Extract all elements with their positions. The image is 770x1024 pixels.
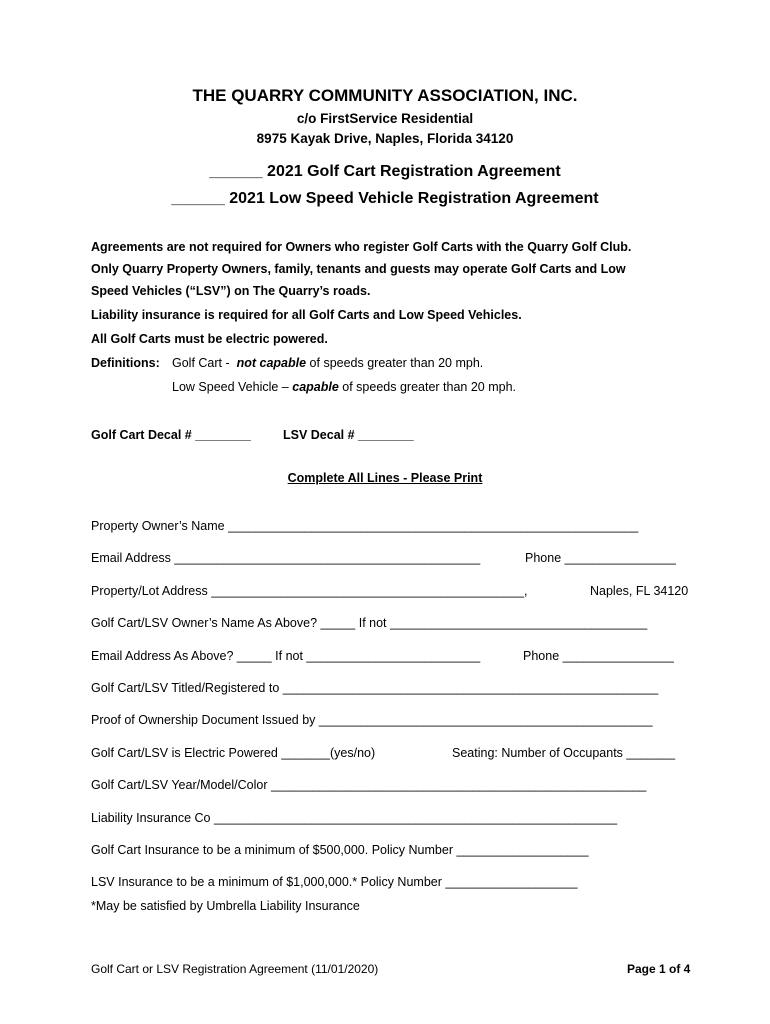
definition-golf-cart: Golf Cart - not capable of speeds greater than 20 mph. [172,356,484,370]
intro-line-1: Agreements are not required for Owners who register Golf Carts with the Quarry Golf Club. [91,240,632,254]
intro-line-3: Speed Vehicles (“LSV”) on The Quarry’s roads. [91,284,371,298]
golf-cart-decal-field[interactable]: Golf Cart Decal # ________ [91,428,251,442]
intro-line-5: All Golf Carts must be electric powered. [91,332,328,346]
lsv-decal-field[interactable]: LSV Decal # ________ [283,428,414,442]
phone-field[interactable]: Phone ________________ [525,551,676,565]
cart-owner-name-field[interactable]: Golf Cart/LSV Owner’s Name As Above? _____ If not _____________________________________ [91,616,648,630]
owner-email-field[interactable]: Email Address As Above? _____ If not _________________________ [91,649,481,663]
definitions-label: Definitions: [91,356,160,370]
address-line: 8975 Kayak Drive, Naples, Florida 34120 [256,131,514,146]
lsv-policy-number-field[interactable]: LSV Insurance to be a minimum of $1,000,000.* Policy Number ___________________ [91,875,578,889]
footer-title: Golf Cart or LSV Registration Agreement (11/01/2020) [91,962,379,976]
page-number: Page 1 of 4 [627,962,691,976]
proof-of-ownership-field[interactable]: Proof of Ownership Document Issued by ________________________________________________ [91,713,653,727]
organization-title: THE QUARRY COMMUNITY ASSOCIATION, INC. [192,86,578,105]
electric-powered-field[interactable]: Golf Cart/LSV is Electric Powered _______(yes/no) [91,746,376,760]
capable-emphasis: capable [292,380,339,394]
email-address-field[interactable]: Email Address ____________________________________________ [91,551,481,565]
care-of-line: c/o FirstService Residential [296,111,474,126]
property-owner-name-field[interactable]: Property Owner’s Name ___________________________________________________________ [91,519,639,533]
property-address-field[interactable]: Property/Lot Address _____________________________________________, [91,584,528,598]
golf-cart-policy-number-field[interactable]: Golf Cart Insurance to be a minimum of $500,000. Policy Number ___________________ [91,843,589,857]
lsv-agreement-line: ______ 2021 Low Speed Vehicle Registration Agreement [171,190,599,207]
titled-registered-field[interactable]: Golf Cart/LSV Titled/Registered to ______________________________________________________ [91,681,659,695]
intro-line-4: Liability insurance is required for all Golf Carts and Low Speed Vehicles. [91,308,522,322]
intro-line-2: Only Quarry Property Owners, family, tenants and guests may operate Golf Carts and Low [91,262,626,276]
form-instruction: Complete All Lines - Please Print [287,471,483,485]
insurance-company-field[interactable]: Liability Insurance Co __________________________________________________________ [91,811,618,825]
city-state-zip: Naples, FL 34120 [590,584,689,598]
not-capable-emphasis: not capable [236,356,307,370]
golf-cart-agreement-line: ______ 2021 Golf Cart Registration Agreement [209,163,561,180]
year-model-color-field[interactable]: Golf Cart/LSV Year/Model/Color ______________________________________________________ [91,778,647,792]
owner-phone-field[interactable]: Phone ________________ [523,649,674,663]
seating-occupants-field[interactable]: Seating: Number of Occupants _______ [452,746,676,760]
umbrella-note: *May be satisfied by Umbrella Liability Insurance [91,899,360,913]
definition-lsv: Low Speed Vehicle – capable of speeds greater than 20 mph. [172,380,517,394]
